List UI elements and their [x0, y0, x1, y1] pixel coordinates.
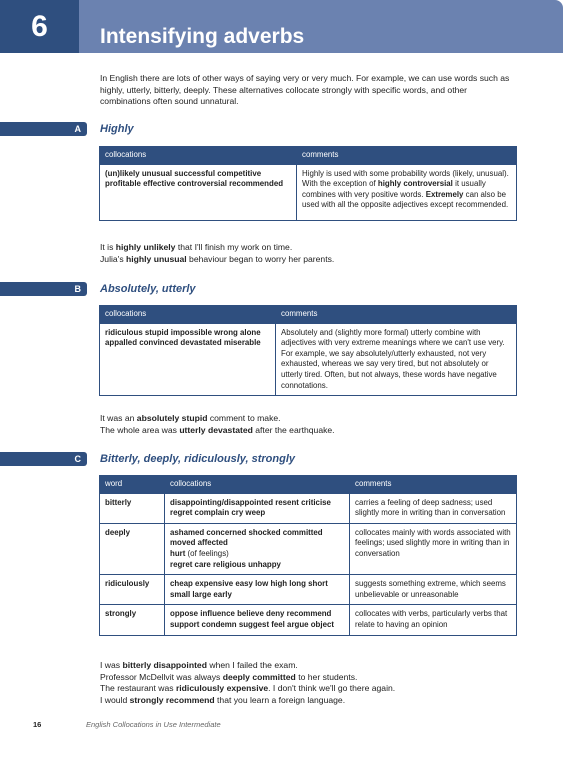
column-header: collocations	[100, 147, 297, 165]
comments-cell: carries a feeling of deep sadness; used slightly more in writing than in conversation	[350, 493, 517, 523]
table-row	[100, 575, 517, 605]
table-row	[100, 493, 517, 523]
comment-text: can also be used with all the opposite adjectives except recommended.	[302, 189, 509, 210]
collocations-cell: ridiculous stupid impossible wrong alone appalled convinced devastated miserable	[100, 323, 276, 396]
comments-cell: collocates with verbs, particularly verbs that relate to having an opinion	[350, 605, 517, 635]
word-cell: bitterly	[100, 493, 165, 523]
section-c-table	[99, 475, 517, 636]
example-sentence: Professor McDellvit was always deeply committed to her students.	[100, 671, 358, 682]
comment-text: Highly is used with some probability words (likely, unusual). With the exception of	[302, 168, 509, 189]
collocation-line: ashamed concerned shocked committed moved affected	[170, 527, 323, 548]
unit-number: 6	[31, 10, 48, 43]
intro-paragraph: In English there are lots of other ways of saying very or very much. For example, we can use words such as highly, utterly, bitterly, deeply. These alternatives collocate strongly with specific words, and other combinations often sound unnatural.	[100, 73, 510, 107]
collocations-cell: oppose influence believe deny recommend support condemn suggest feel argue object	[165, 605, 350, 635]
example-sentence: I was bitterly disappointed when I failed the exam.	[100, 660, 298, 670]
section-b-examples	[100, 413, 335, 436]
example-sentence: It is highly unlikely that I'll finish my work on time.	[100, 242, 293, 252]
comments-cell: Absolutely and (slightly more formal) utterly combine with adjectives with very extreme meanings where we can't use very. For example, we say absolutely/utterly exhausted, not very exhausted, whereas we say very tired, but not absolutely or utterly tired. Often, but not always, these words have negative connotations.	[276, 323, 517, 396]
page-title: Intensifying adverbs	[100, 25, 305, 48]
section-a-examples	[100, 242, 334, 265]
collocations-cell: disappointing/disappointed resent criticise regret complain cry weep	[165, 493, 350, 523]
section-a-tab: A	[0, 122, 87, 136]
word-cell: strongly	[100, 605, 165, 635]
section-a-title: Highly	[100, 123, 134, 135]
word-cell: deeply	[100, 523, 165, 574]
section-c-examples	[100, 660, 395, 706]
column-header: comments	[276, 306, 517, 324]
example-sentence: Julia's highly unusual behaviour began to worry her parents.	[100, 253, 335, 264]
section-c-title: Bitterly, deeply, ridiculously, strongly	[100, 453, 295, 465]
word-cell: ridiculously	[100, 575, 165, 605]
example-sentence: The restaurant was ridiculously expensive. I don't think we'll go there again.	[100, 683, 396, 694]
collocations-cell: (un)likely unusual successful competitive profitable effective controversial recommended	[100, 164, 297, 220]
table-row	[100, 523, 517, 574]
comment-text: it usually combines with very positive words.	[302, 179, 486, 199]
comment-bold: highly controversial	[377, 179, 453, 189]
example-sentence: It was an absolutely stupid comment to make.	[100, 413, 281, 423]
column-header: collocations	[100, 306, 276, 324]
collocations-cell	[165, 523, 350, 574]
comments-cell	[297, 164, 517, 220]
book-title: English Collocations in Use Intermediate	[86, 720, 221, 729]
column-header: comments	[350, 476, 517, 494]
column-header: collocations	[165, 476, 350, 494]
page-number: 16	[33, 720, 42, 729]
comments-cell: suggests something extreme, which seems unbelievable or unreasonable	[350, 575, 517, 605]
table-row	[100, 605, 517, 635]
section-b-title: Absolutely, utterly	[100, 283, 196, 295]
column-header: word	[100, 476, 165, 494]
example-sentence: I would strongly recommend that you learn a foreign language.	[100, 694, 346, 705]
section-c-tab: C	[0, 452, 87, 466]
column-header: comments	[297, 147, 517, 165]
section-a-table	[99, 146, 517, 221]
collocations-cell: cheap expensive easy low high long short small large early	[165, 575, 350, 605]
comments-cell: collocates mainly with words associated with feelings; used slightly more in writing than in conversation	[350, 523, 517, 574]
comment-bold: Extremely	[425, 189, 464, 199]
example-sentence: The whole area was utterly devastated after the earthquake.	[100, 424, 335, 435]
collocation-line: hurt (of feelings)	[170, 548, 229, 558]
section-b-table	[99, 305, 517, 396]
collocation-line: regret care religious unhappy	[170, 559, 281, 569]
section-b-tab: B	[0, 282, 87, 296]
